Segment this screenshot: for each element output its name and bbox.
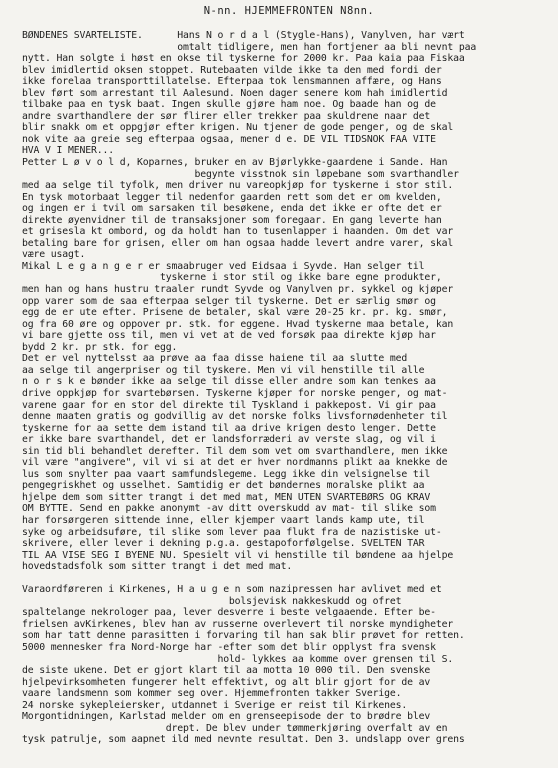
document-body [22, 30, 546, 746]
text-line: HVA V I MENER... [22, 145, 114, 157]
text-line: denne maaten gratis og godvillig av det norske folks livsfornødenheter til [22, 411, 448, 423]
text-line: vi bare gjette oss til, men vi vet at de ved forsøk paa direkte kjøp har [22, 330, 436, 342]
document-header: N-nn. HJEMMEFRONTEN N8nn. [203, 5, 375, 17]
text-line: drept. De blev under tømmerkjøring overfalt av en [22, 722, 448, 734]
text-line: tilbake paa en tysk baat. Ingen skulle gjøre ham noe. Og baade han og de [22, 99, 436, 111]
text-line: syke og arbeidsuføre, til slike som lever paa flukt fra de nazistiske ut- [22, 526, 442, 538]
text-line: og ingen er i tvil om sarsaken til besøkene, enda det ikke er ofte det er [22, 203, 442, 215]
text-line: men han og hans hustru traaler rundt Syvde og Vanylven pr. sykkel og kjøper [22, 284, 454, 296]
text-line: 5000 mennesker fra Nord-Norge har -efter som det blir opplyst fra svensk [22, 641, 436, 653]
text-line: nytt. Han solgte i høst en okse til tyskerne for 2000 kr. Paa kaia paa Fiskaa [22, 53, 465, 65]
text-line: pengegriskhet og usselhet. Samtidig er det bøndernes moralske plikt aa [22, 480, 425, 492]
text-line: skrivere, eller lever i dekning p.g.a. gestapoforfølgelse. SVELTEN TAR [22, 538, 425, 550]
text-line: n o r s k e bønder ikke aa selge til disse eller andre som kan tenkes aa [22, 376, 436, 388]
text-line: tyskerne for aa sette dem istand til aa drive krigen desto lenger. Dette [22, 422, 436, 434]
text-line: hold- lykkes aa komme over grensen til S. [22, 653, 454, 665]
text-line: Det er vel nyttelsst aa prøve aa faa disse haiene til aa slutte med [22, 353, 408, 365]
text-line: og fra 60 øre og oppover pr. stk. for eggene. Hvad tyskerne maa betale, kan [22, 318, 454, 330]
text-line: tyskerne i stor stil og ikke bare egne produkter, [22, 272, 442, 284]
text-line: blir snakk om et oppgjør efter krigen. Nu tjener de gode penger, og de skal [22, 122, 454, 134]
text-line: tysk patrulje, som aapnet ild med nevnte resultat. Den 3. undslapp over grens [22, 734, 465, 746]
text-line: nok vite aa greie seg efterpaa ogsaa, mener d e. DE VIL TIDSNOK FAA VITE [22, 133, 436, 145]
text-line: andre svarthandlere der sør flirer eller trekker paa skuldrene naar det [22, 110, 431, 122]
text-line: ikke forelaa transporttillatelse. Efterpaa tok lensmannen affære, og Hans [22, 76, 442, 88]
text-line: opp varer som de saa efterpaa selger til tyskerne. Det er særlig smør og [22, 295, 436, 307]
text-line: hjelpe dem som sitter trangt i det med mat, MEN UTEN SVARTEBØRS OG KRAV [22, 491, 431, 503]
text-line: Varaordføreren i Kirkenes, H a u g e n som nazipressen har avlivet med et [22, 584, 442, 596]
text-line: vil være "angivere", vil vi si at det er hver nordmanns plikt aa knekke de [22, 457, 448, 469]
text-line: BØNDENES SVARTELISTE. Hans N o r d a l (Stygle-Hans), Vanylven, har vært [22, 30, 465, 41]
text-line: lus som snylter paa vaart samfundslegeme. Legg ikke din velsignelse til [22, 468, 431, 480]
text-line: vaare landsmenn som kommer seg over. Hjemmefronten takker Sverige. [22, 688, 402, 700]
text-line: bolsjevisk nakkeskudd og ofret [22, 595, 402, 607]
text-line: Petter L ø v o l d, Koparnes, bruker en av Bjørlykke-gaardene i Sande. Han [22, 157, 448, 169]
text-line: blev imidlertid oksen stoppet. Rutebaaten vilde ikke ta den med fordi der [22, 64, 442, 76]
text-line: omtalt tidligere, men han fortjener aa bli nevnt paa [22, 41, 477, 53]
text-line: bydd 2 kr. pr stk. for egg. [22, 341, 178, 353]
text-line: drive oppkjøp for svartebørsen. Tyskerne kjøper for norske penger, og mat- [22, 387, 448, 399]
text-line: 24 norske sykepleiersker, utdannet i Sverige er reist til Kirkenes. [22, 699, 408, 711]
text-line: være usagt. [22, 249, 86, 261]
text-line: egg de er ute efter. Prisene de betaler, skal være 20-25 kr. pr. kg. smør, [22, 307, 448, 319]
text-line: blev ført som arrestant til Aalesund. Noen dager senere kom hah imidlertid [22, 87, 448, 99]
text-line: de siste ukene. Det er gjort klart til aa motta 10 000 til. Den svenske [22, 665, 431, 677]
text-line: spaltelange nekrologer paa, lever desverre i beste velgaaende. Efter be- [22, 607, 436, 619]
text-line: sin tid bli behandlet derefter. Til dem som vet om svarthandlere, men ikke [22, 445, 448, 457]
text-line: begynte visstnok sin løpebane som svarthandler [22, 168, 459, 180]
text-line: har forsørgeren sittende inne, eller kjemper vaart lands kamp ute, til [22, 514, 425, 526]
text-line: varene gaar for en stor del direkte til Tyskland i pakkepost. Vi gir paa [22, 399, 436, 411]
text-line: som har tatt denne parasitten i forvaring til han sak blir prøvet for retten. [22, 630, 465, 642]
text-line: frielsen avKirkenes, blev han av russerne overlevert til norske myndigheter [22, 618, 454, 630]
text-line [22, 573, 546, 585]
text-line: Morgontidningen, Karlstad melder om en grenseepisode der to brødre blev [22, 711, 431, 723]
text-line: Mikal L e g a n g e r er smaabruger ved Eidsaa i Syvde. Han selger til [22, 260, 425, 272]
text-line: med aa selge til tyfolk, men driver nu vareopkjøp for tyskerne i stor stil. [22, 180, 454, 192]
text-line: direkte øyenvidner til de transaksjoner som foregaar. En gang leverte han [22, 214, 442, 226]
text-line: aa selge til angerpriser og til tyskere. Men vi vil henstille til alle [22, 364, 425, 376]
text-line: et grisesla kt ombord, og da holdt han to tusenlapper i haanden. Om det var [22, 226, 454, 238]
text-line: hjelpevirksomheten fungerer helt effektivt, og alt blir gjort for de av [22, 676, 431, 688]
text-line: hovedstadsfolk som sitter trangt i det med mat. [22, 561, 293, 573]
text-line: En tysk motorbaat legger til nedenfor gaarden rett som det er om kvelden, [22, 191, 442, 203]
text-line: er ikke bare svarthandel, det er landsforræderi av verste slag, og vil i [22, 434, 436, 446]
text-line: betaling bare for grisen, eller om han ogsaa hadde levert andre varer, skal [22, 237, 454, 249]
text-line: TIL AA VISE SEG I BYENE NU. Spesielt vil vi henstille til bøndene aa hjelpe [22, 549, 454, 561]
text-line: OM BYTTE. Send en pakke anonymt -av ditt overskudd av mat- til slike som [22, 503, 436, 515]
